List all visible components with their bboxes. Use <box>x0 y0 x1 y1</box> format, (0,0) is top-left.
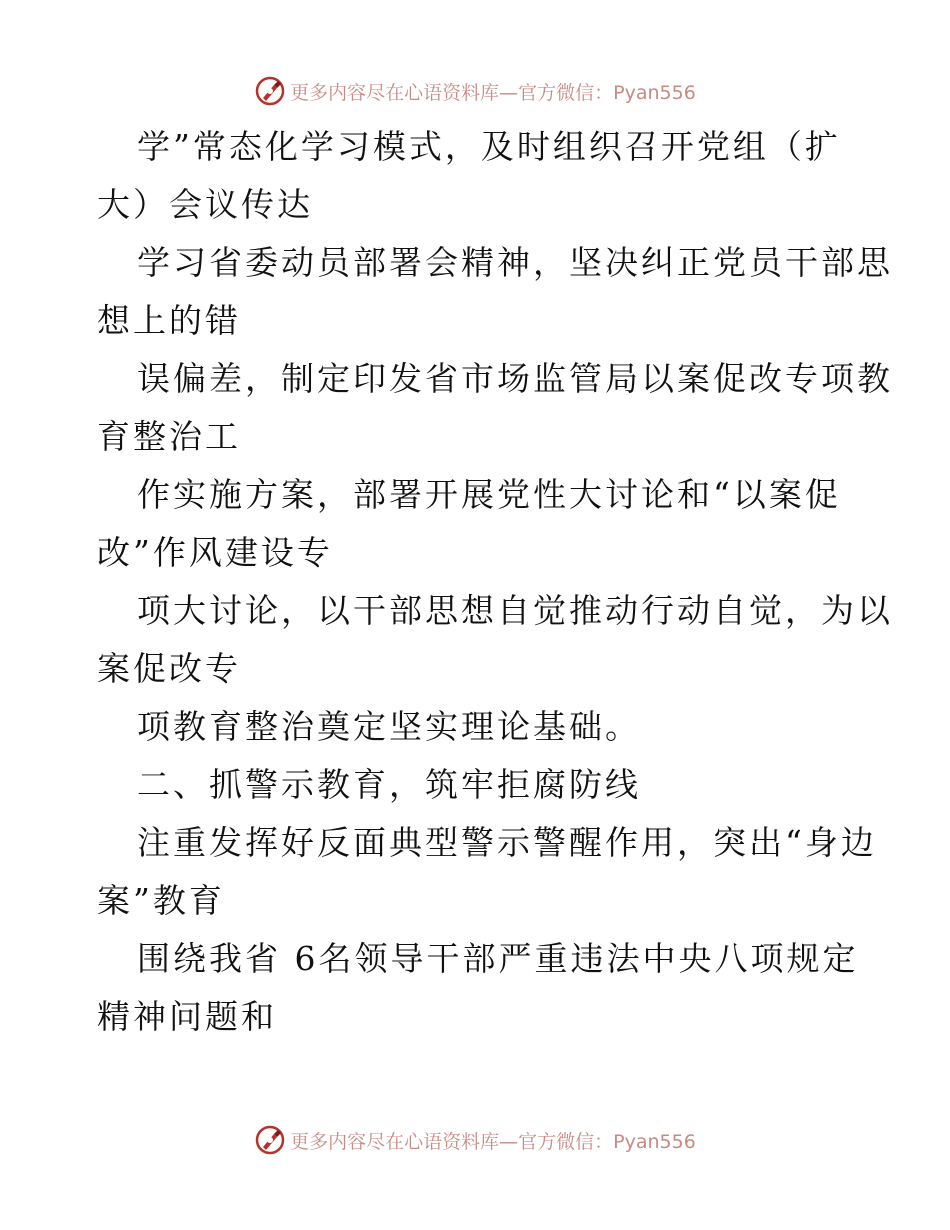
text-line: 项大讨论，以干部思想自觉推动行动自觉，为以 <box>137 591 893 630</box>
text-line: 想上的错 <box>97 301 241 340</box>
watermark-text: 更多内容尽在心语资料库—官方微信：Pyan556 <box>290 1130 696 1153</box>
text-line: 案促改专 <box>97 649 241 688</box>
text-line: 改”作风建设专 <box>97 533 333 572</box>
pen-circle-logo-icon <box>254 75 286 107</box>
text-line: 围绕我省 6名领导干部严重违法中央八项规定 <box>137 939 859 978</box>
text-line: 学”常态化学习模式，及时组织召开党组（扩 <box>137 127 841 166</box>
text-line: 育整治工 <box>97 417 241 456</box>
text-line: 学习省委动员部署会精神，坚决纠正党员干部思 <box>137 243 893 282</box>
watermark-text: 更多内容尽在心语资料库—官方微信：Pyan556 <box>290 81 696 104</box>
text-line: 项教育整治奠定坚实理论基础。 <box>137 707 641 746</box>
pen-circle-logo-icon <box>254 1124 286 1156</box>
text-line: 大）会议传达 <box>97 185 313 224</box>
header-watermark <box>0 71 950 111</box>
text-line: 案”教育 <box>97 881 225 920</box>
footer-watermark <box>0 1120 950 1160</box>
text-line: 作实施方案，部署开展党性大讨论和“以案促 <box>137 475 841 514</box>
text-line: 误偏差，制定印发省市场监管局以案促改专项教 <box>137 359 893 398</box>
text-line: 精神问题和 <box>97 997 277 1036</box>
section-heading: 二、抓警示教育，筑牢拒腐防线 <box>137 765 641 804</box>
text-line: 注重发挥好反面典型警示警醒作用，突出“身边 <box>137 823 877 862</box>
document-body <box>97 118 893 1046</box>
